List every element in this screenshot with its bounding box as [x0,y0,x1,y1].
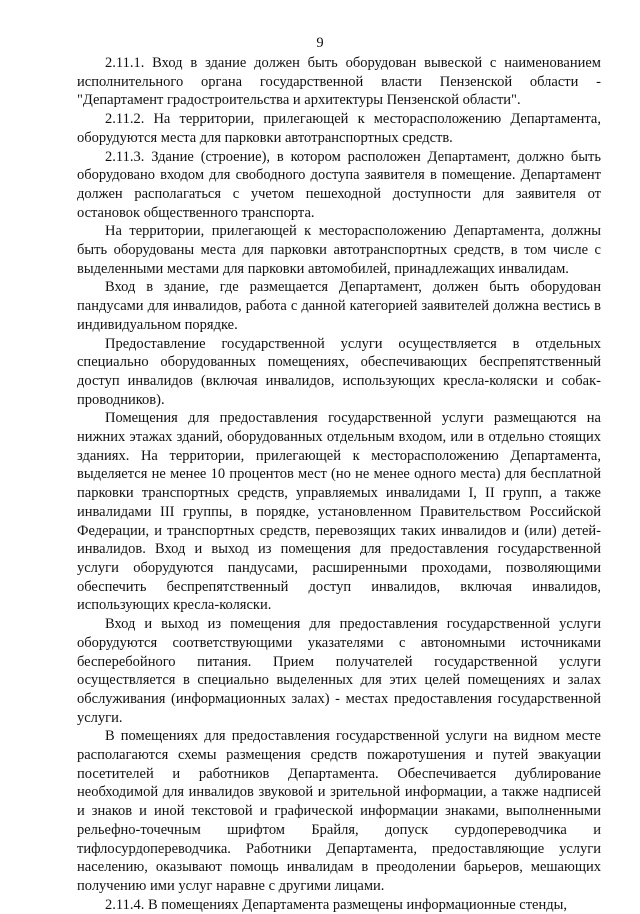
paragraph-accessible-premises: Предоставление государственной услуги осуществляется в отдельных специально оборудованных помещениях, обеспечивающих беспрепятственный доступ инвалидов (включая инвалидов, использующих кресла-коляски и собак-проводников). [77,335,601,408]
paragraph-parking: На территории, прилегающей к месторасположению Департамента, должны быть оборудованы места для парковки автотранспортных средств, в том числе с выделенными местами для парковки автомобилей, принадлежащих инвалидам. [77,223,601,277]
paragraph-2-11-3: 2.11.3. Здание (строение), в котором расположен Департамент, должно быть оборудовано входом для свободного доступа заявителя в помещение. Департамент должен располагаться с учетом пешеходной доступности для заявителя от остановок общественного транспорта. [77,148,601,221]
page-number: 9 [316,35,324,51]
document-body [77,54,601,914]
paragraph-entrance-signs: Вход и выход из помещения для предоставления государственной услуги оборудуются соответствующими указателями с автономными источниками бесперебойного питания. Прием получателей государственной услуги осуществляется в специально выделенных для этих целей помещениях и залах обслуживания (информационных залах) - местах предоставления государственной услуги. [77,616,601,726]
paragraph-ramps: Вход в здание, где размещается Департамент, должен быть оборудован пандусами для инвалидов, работа с данной категорией заявителей должна вестись в индивидуальном порядке. [77,279,601,333]
paragraph-evacuation-info: В помещениях для предоставления государственной услуги на видном месте располагаются схемы размещения средств пожаротушения и путей эвакуации посетителей и работников Департамента. Обеспечивается дублирование необходимой для инвалидов звуковой и зрительной информации, а также надписей и знаков и иной текстовой и графической информации знаками, выполненными рельефно-точечным шрифтом Брайля, допуск сурдопереводчика и тифлосурдопереводчика. Работники Департамента, предоставляющие услуги населению, оказывают помощь инвалидам в преодолении барьеров, мешающих получению ими услуг наравне с другими лицами. [77,728,601,894]
paragraph-premises-placement: Помещения для предоставления государственной услуги размещаются на нижних этажах зданий, оборудованных отдельным входом, или в отдельно стоящих зданиях. На территории, прилегающей к месторасположению Департамента, выделяется не менее 10 процентов мест (но не менее одного места) для бесплатной парковки транспортных средств, управляемых инвалидами I, II групп, а также инвалидами III группы, в порядке, установленном Правительством Российской Федерации, и транспортных средств, перевозящих таких инвалидов и (или) детей-инвалидов. Вход и выход из помещения для предоставления государственной услуги оборудуются пандусами, расширенными проходами, позволяющими обеспечить беспрепятственный доступ инвалидов, включая инвалидов, использующих кресла-коляски. [77,410,601,614]
paragraph-2-11-1: 2.11.1. Вход в здание должен быть оборудован вывеской с наименованием исполнительного органа государственной власти Пензенской области - "Департамент градостроительства и архитектуры Пензенской области". [77,55,601,109]
paragraph-2-11-4: 2.11.4. В помещениях Департамента размещены информационные стенды, [105,896,567,913]
paragraph-2-11-2: 2.11.2. На территории, прилегающей к месторасположению Департамента, оборудуются места для парковки автотранспортных средств. [77,111,601,146]
